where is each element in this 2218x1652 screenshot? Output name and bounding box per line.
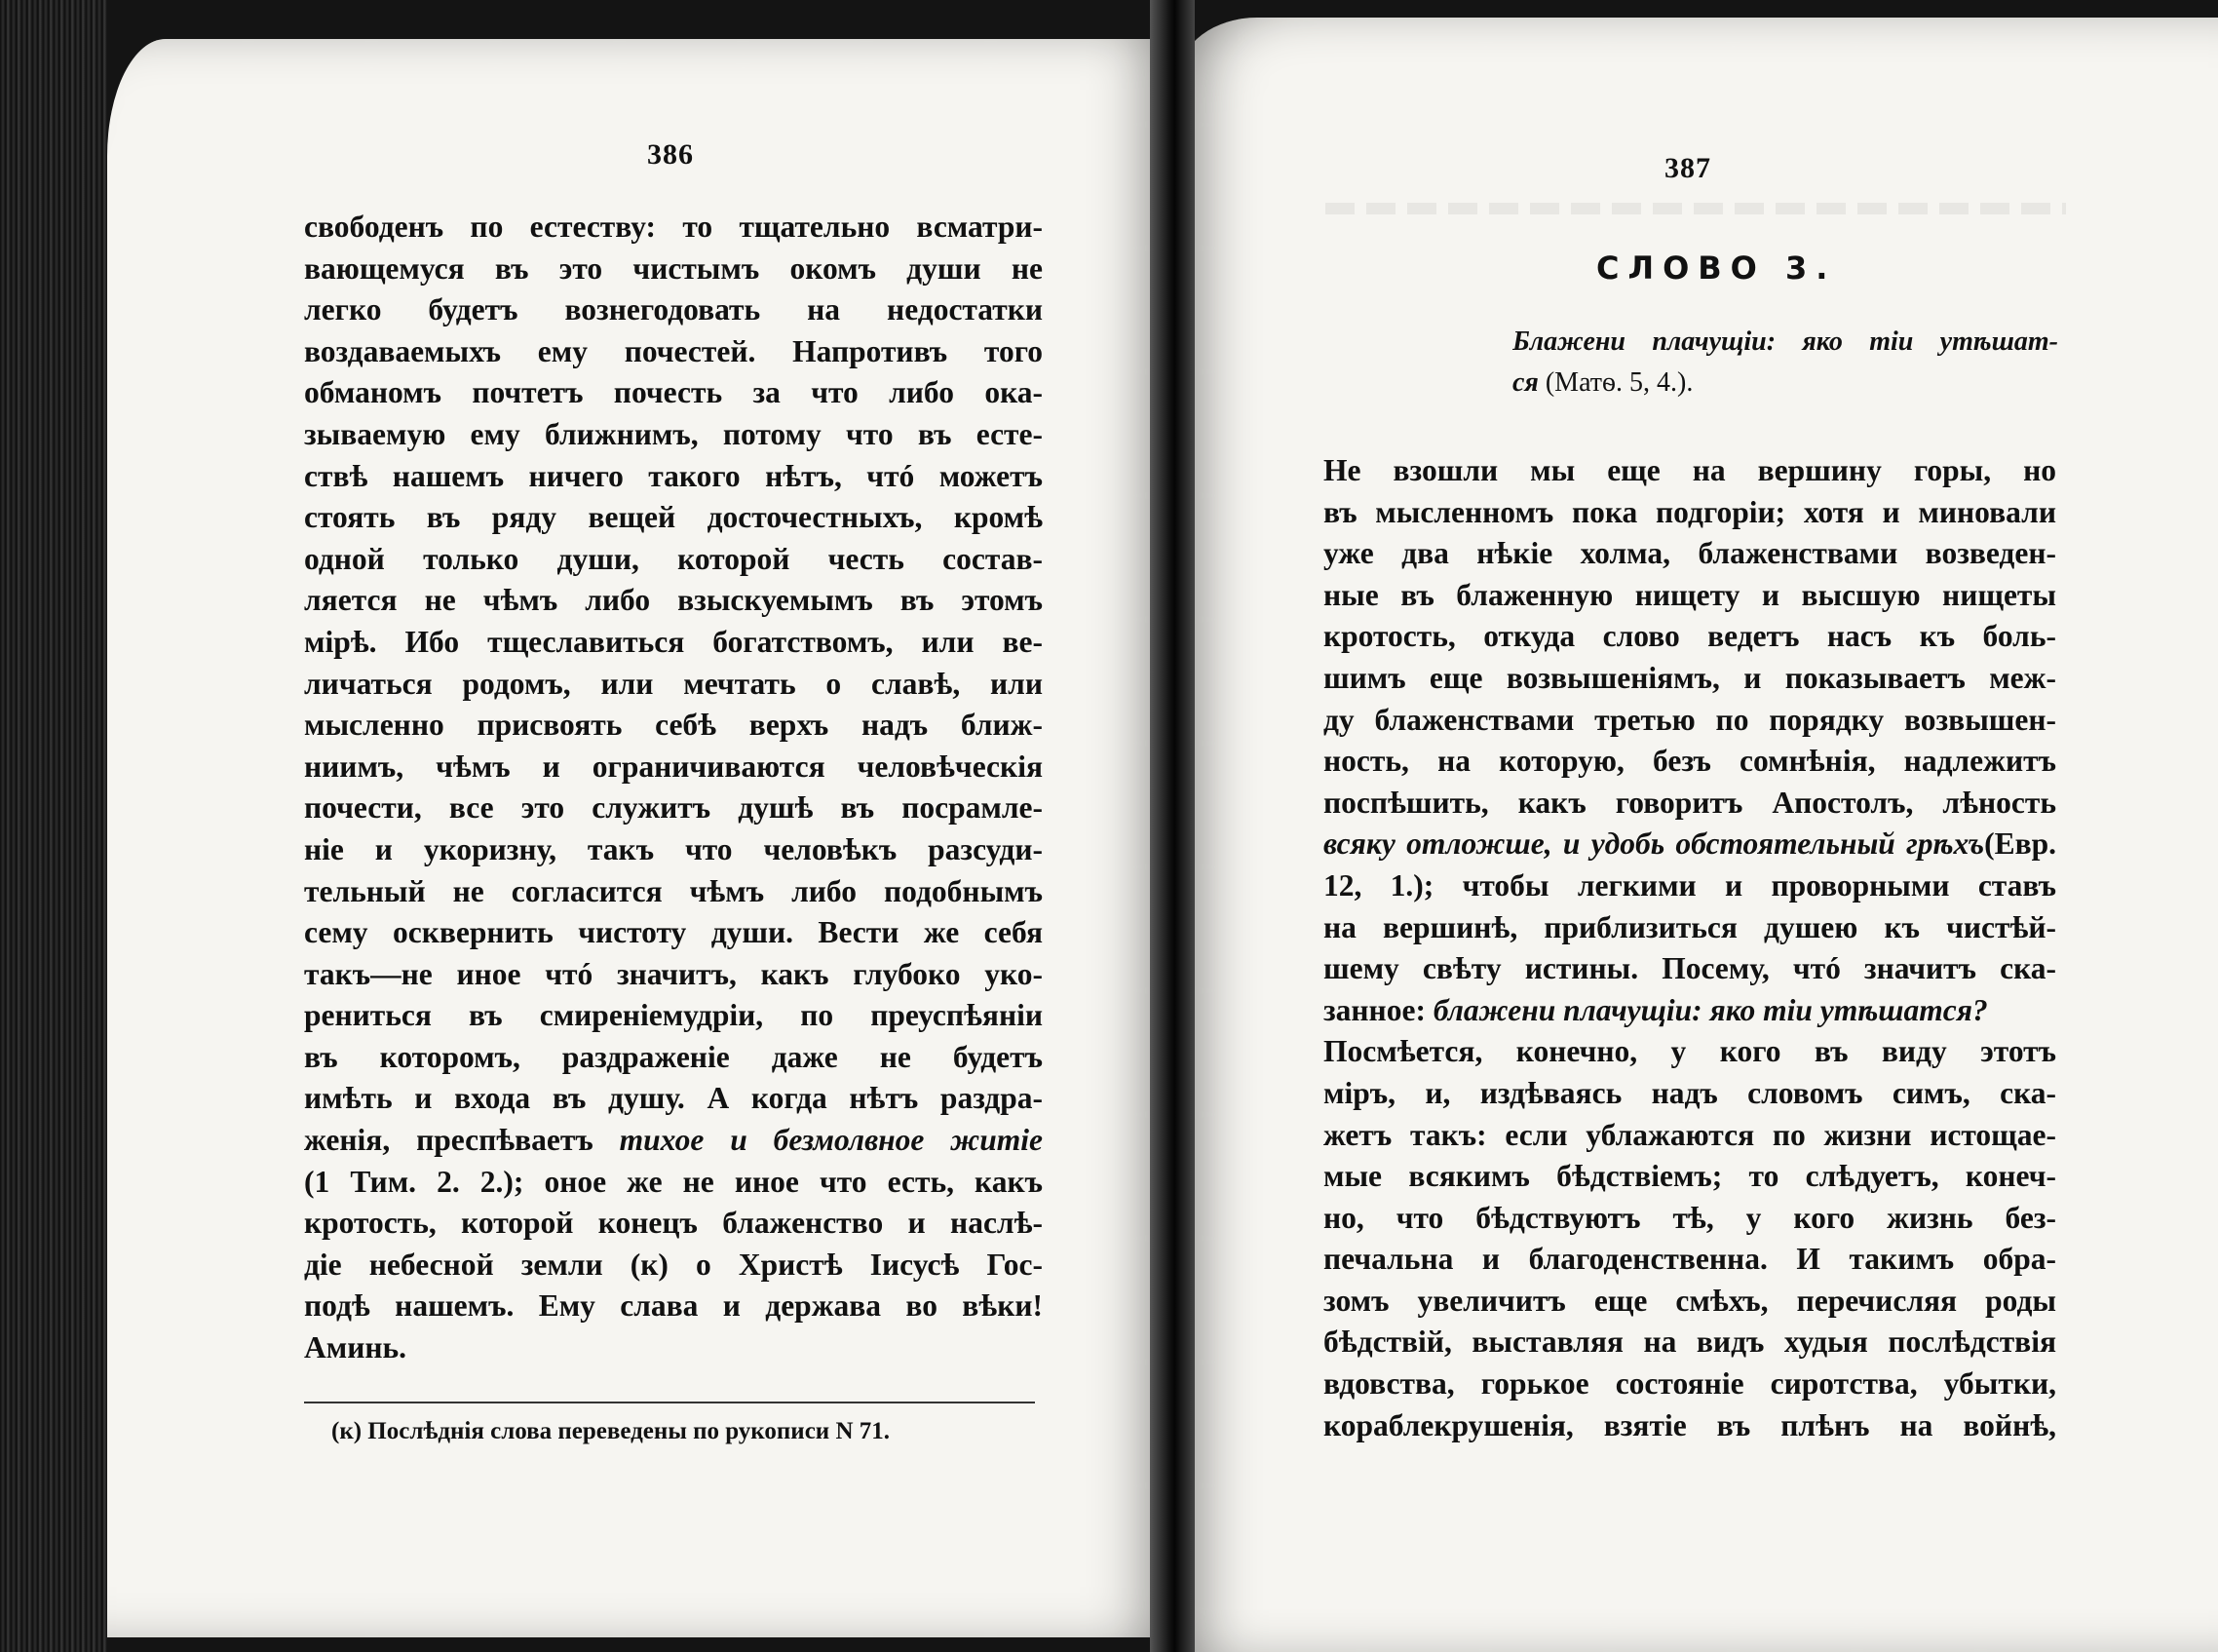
text-line: [304, 871, 1043, 913]
italic-quote: всяку отложше, и удобь обстоятельный грѣхъ: [1323, 826, 1985, 862]
text-run: женія, преспѣваетъ: [304, 1123, 620, 1158]
text-run: уже два нѣкіе холма, блаженствами возведен-: [1323, 536, 2056, 571]
text-line: [1323, 1073, 2056, 1115]
text-line: [1323, 907, 2056, 949]
text-run: шему свѣту истины. Посему, чтó значитъ ска-: [1323, 951, 2056, 986]
text-line: [304, 995, 1043, 1037]
text-line: [1323, 1115, 2056, 1157]
text-run: кротость, откуда слово ведетъ насъ къ боль-: [1323, 619, 2056, 654]
text-run: подѣ нашемъ. Ему слава и держава во вѣки!: [304, 1288, 1043, 1324]
right-page-number: 387: [1664, 152, 1711, 184]
text-run: (1 Тим. 2. 2.); оное же не иное что есть, какъ: [304, 1164, 1043, 1199]
text-line: [1512, 363, 2058, 403]
text-line: [1323, 1405, 2056, 1447]
text-run: одной только души, которой честь состав-: [304, 541, 1043, 576]
bleed-through: [1325, 203, 2066, 214]
text-run: рениться въ смиреніемудріи, по преуспѣяніи: [304, 998, 1043, 1033]
text-run: жетъ такъ: если ублажаются по жизни истощае-: [1323, 1117, 2056, 1152]
text-line: [1323, 1364, 2056, 1405]
text-run: поспѣшить, какъ говоритъ Апостолъ, лѣность: [1323, 785, 2056, 820]
text-line: [304, 456, 1043, 498]
text-line: [1323, 824, 2056, 865]
text-line: [304, 1245, 1043, 1287]
text-run: стоять въ ряду вещей досточестныхъ, кромѣ: [304, 500, 1043, 535]
footnote-divider: [304, 1402, 1035, 1403]
text-line: [1323, 533, 2056, 575]
text-line: [1323, 658, 2056, 700]
text-line: [1323, 948, 2056, 990]
left-page-text: [304, 207, 1043, 1369]
text-line: [1323, 492, 2056, 534]
text-line: [304, 580, 1043, 622]
text-line: [1512, 322, 2058, 363]
text-line: [304, 622, 1043, 664]
text-line: [304, 249, 1043, 290]
text-line: [304, 705, 1043, 747]
text-run: бѣдствій, выставляя на видъ худыя послѣдствія: [1323, 1325, 2056, 1360]
text-line: [1323, 616, 2056, 658]
text-line: [304, 331, 1043, 373]
text-line: [304, 207, 1043, 249]
text-run: личаться родомъ, или мечтать о славѣ, или: [304, 666, 1043, 701]
text-line: [304, 1327, 1043, 1369]
italic-quote: ся: [1512, 367, 1539, 398]
text-run: 12, 1.); чтобы легкими и проворными ставъ: [1323, 867, 2056, 903]
text-run: мые всякимъ бѣдствіемъ; то слѣдуетъ, конеч-: [1323, 1159, 2056, 1194]
text-run: вдовства, горькое состояніе сиротства, убытки,: [1323, 1366, 2056, 1402]
text-line: [304, 1203, 1043, 1245]
text-run: легко будетъ вознегодовать на недостатки: [304, 292, 1043, 327]
text-run: кротость, которой конецъ блаженство и наслѣ-: [304, 1206, 1043, 1241]
text-run: (Матѳ. 5, 4.).: [1538, 367, 1694, 398]
footnote: (к) Послѣднія слова переведены по рукописи N 71.: [331, 1418, 890, 1444]
text-run: сему осквернить чистоту души. Вести же себя: [304, 915, 1043, 950]
text-run: имѣть и входа въ душу. А когда нѣтъ раздра-: [304, 1081, 1043, 1116]
text-line: [304, 829, 1043, 871]
text-line: [1323, 1198, 2056, 1240]
text-line: [1323, 741, 2056, 783]
text-line: [304, 912, 1043, 954]
text-run: ные въ блаженную нищету и высшую нищеты: [1323, 577, 2056, 612]
left-page-number: 386: [647, 138, 694, 171]
text-run: кораблекрушенія, взятіе въ плѣнъ на войнѣ,: [1323, 1407, 2056, 1442]
text-run: на вершинѣ, приблизиться душею къ чистѣй-: [1323, 909, 2056, 944]
text-run: зомъ увеличитъ еще смѣхъ, перечисляя роды: [1323, 1283, 2056, 1318]
text-line: [1323, 1031, 2056, 1073]
text-line: [1323, 865, 2056, 907]
text-run: Посмѣется, конечно, у кого въ виду этотъ: [1323, 1034, 2056, 1069]
text-run: Аминь.: [304, 1330, 407, 1365]
text-line: [304, 1120, 1043, 1162]
text-run: мірѣ. Ибо тщеславиться богатствомъ, или ве-: [304, 624, 1043, 659]
text-run: тельный не согласится чѣмъ либо подобнымъ: [304, 873, 1043, 908]
text-run: діе небесной земли (к) о Христѣ Іисусѣ Гос-: [304, 1247, 1043, 1282]
italic-quote: блажени плачущіи: яко тіи утѣшатся?: [1433, 992, 1988, 1027]
text-line: [304, 664, 1043, 706]
sermon-heading: СЛОВО 3.: [1596, 250, 1837, 287]
text-run: почести, все это служитъ душѣ въ посрамле-: [304, 790, 1043, 826]
text-line: [304, 747, 1043, 788]
text-line: [1323, 990, 2056, 1032]
text-line: [304, 414, 1043, 456]
epigraph: [1512, 322, 2058, 403]
text-run: мысленно присвоять себѣ верхъ надъ ближ-: [304, 708, 1043, 743]
text-line: [304, 1286, 1043, 1327]
text-line: [1323, 700, 2056, 742]
text-line: [304, 788, 1043, 829]
text-run: ниимъ, чѣмъ и ограничиваются человѣческія: [304, 749, 1043, 784]
text-line: [304, 954, 1043, 996]
text-run: въ которомъ, раздраженіе даже не будетъ: [304, 1039, 1043, 1074]
text-run: вающемуся въ это чистымъ окомъ души не: [304, 250, 1043, 286]
text-run: печальна и благоденственна. И такимъ обра-: [1323, 1242, 2056, 1277]
text-line: [1323, 1322, 2056, 1364]
text-run: въ мысленномъ пока подгоріи; хотя и миновали: [1323, 494, 2056, 529]
text-run: шимъ еще возвышеніямъ, и показываетъ меж-: [1323, 660, 2056, 695]
text-line: [1323, 783, 2056, 825]
text-line: [1323, 1156, 2056, 1198]
text-run: Не взошли мы еще на вершину горы, но: [1323, 453, 2056, 487]
text-line: [304, 539, 1043, 581]
book-edge: [0, 0, 107, 1652]
text-line: [304, 372, 1043, 414]
text-run: ляется не чѣмъ либо взыскуемымъ въ этомъ: [304, 583, 1043, 618]
text-line: [1323, 1239, 2056, 1281]
text-run: ду блаженствами третью по порядку возвышен-: [1323, 702, 2056, 737]
text-line: [1323, 575, 2056, 617]
text-run: ствѣ нашемъ ничего такого нѣтъ, чтó можетъ: [304, 458, 1043, 493]
book-gutter: [1150, 0, 1195, 1652]
text-line: [1323, 450, 2056, 492]
text-run: свободенъ по естеству: то тщательно всматри-: [304, 210, 1043, 244]
text-line: [304, 1162, 1043, 1204]
text-line: [304, 1037, 1043, 1079]
right-page-text: [1323, 450, 2056, 1446]
text-run: занное:: [1323, 992, 1434, 1027]
text-run: міръ, и, издѣваясь надъ словомъ симъ, ска-: [1323, 1075, 2056, 1110]
text-line: [304, 497, 1043, 539]
text-line: [304, 289, 1043, 331]
text-run: такъ—не иное чтó значитъ, какъ глубоко уко-: [304, 956, 1043, 991]
italic-quote: тихое и безмолвное житіе: [619, 1123, 1043, 1158]
text-run: ніе и укоризну, такъ что человѣкъ разсуди-: [304, 831, 1043, 866]
text-run: (Евр.: [1984, 826, 2056, 862]
text-run: воздаваемыхъ ему почестей. Напротивъ того: [304, 333, 1043, 368]
text-run: зываемую ему ближнимъ, потому что въ есте-: [304, 416, 1043, 451]
italic-quote: Блажени плачущіи: яко тіи утѣшат-: [1512, 327, 2058, 357]
text-run: обманомъ почтетъ почесть за что либо ока-: [304, 375, 1043, 410]
text-line: [304, 1078, 1043, 1120]
text-run: но, что бѣдствуютъ тѣ, у кого жизнь без-: [1323, 1200, 2056, 1235]
text-run: ность, на которую, безъ сомнѣнія, надлежитъ: [1323, 744, 2056, 779]
text-line: [1323, 1281, 2056, 1323]
